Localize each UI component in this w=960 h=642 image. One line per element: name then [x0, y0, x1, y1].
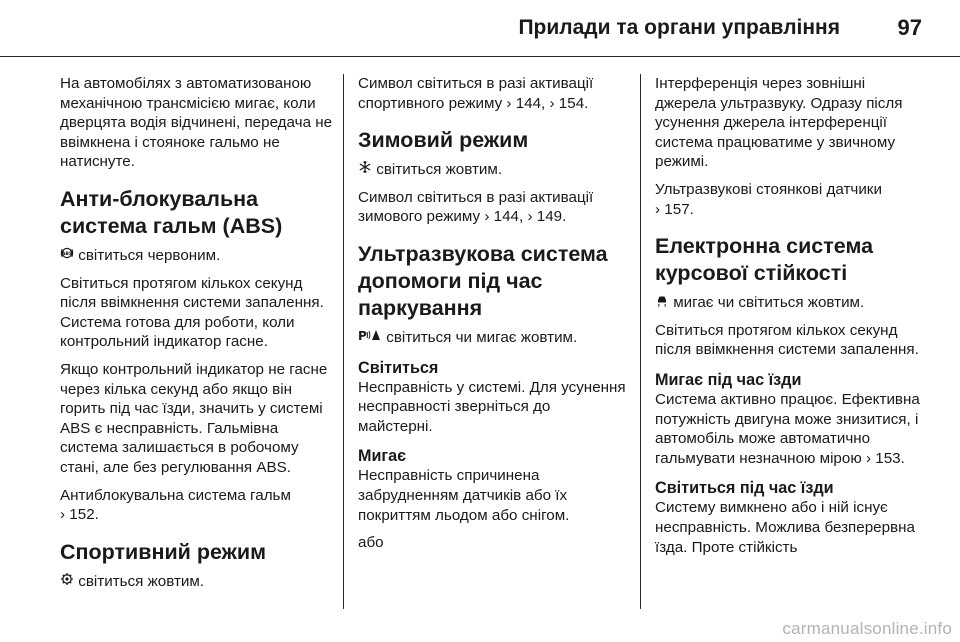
- page-title: Прилади та органи управління: [518, 16, 840, 39]
- intro-paragraph: На автомобілях з автоматизованою механічною трансмісією мигає, коли дверцята водія відчинені, передача не ввімкнена і стояноке гальмо не натиснуте.: [60, 75, 333, 171]
- interference-paragraph: Інтерференція через зовнішні джерела ультразвуку. Одразу після усунення джерела інтерференції система працюватиме у звичному режимі.: [655, 75, 903, 171]
- sport-mode-heading: Спортивний режим: [60, 539, 267, 564]
- header-divider: [0, 56, 960, 57]
- column-3: [655, 74, 930, 565]
- page-reference-arrow-icon: ›: [527, 208, 533, 226]
- winter-mode-paragraph: [358, 188, 628, 227]
- winter-mode-text: Символ світиться в разі активації зимового режиму: [358, 188, 594, 226]
- abs-warning-icon: [60, 246, 74, 266]
- parking-indicator-line: [358, 328, 628, 348]
- sensors-page-reference[interactable]: 157.: [664, 200, 694, 218]
- page-reference-arrow-icon: ›: [865, 449, 872, 467]
- watermark: carmanualsonline.info: [782, 619, 952, 638]
- page-reference-arrow-icon: ›: [506, 94, 512, 112]
- abs-indicator-text: світиться червоним.: [78, 246, 221, 264]
- driving-lit-paragraph: Систему вимкнено або і ній існує несправність. Можлива безперервна їзда. Проте стійкість: [655, 499, 915, 556]
- parking-indicator-text: світиться чи мигає жовтим.: [386, 328, 578, 346]
- sport-indicator-line: [60, 572, 335, 592]
- winter-page-reference-2[interactable]: 149.: [536, 208, 567, 226]
- abs-reference-text: Антиблокувальна система гальм: [60, 486, 291, 504]
- svg-text:ABS: ABS: [61, 251, 73, 257]
- abs-page-reference[interactable]: 152.: [69, 506, 99, 524]
- esc-indicator-text: мигає чи світиться жовтим.: [673, 294, 865, 312]
- snowflake-icon: [358, 160, 372, 180]
- abs-paragraph-1: Світиться протягом кількох секунд після ввімкнення системи запалення. Система готова для роботи, коли контрольний індикатор гасне.: [60, 274, 324, 351]
- driving-lit-subheading: Світиться під час їзди: [655, 479, 834, 498]
- page-reference-arrow-icon: ›: [549, 94, 555, 112]
- flashing-paragraph: Несправність спричинена забрудненням датчиків або їх покриттям льодом або снігом.: [358, 467, 570, 524]
- abs-paragraph-2: Якщо контрольний індикатор не гасне через кілька секунд або якщо він горить під час їзди, значить у системі ABS є несправність. Гальмівна система залишається в робочому стані, але без регулювання ABS.: [60, 360, 328, 476]
- driving-flash-subheading: Мигає під час їзди: [655, 370, 802, 389]
- parking-assist-heading: Ультразвукова система допомоги під час паркування: [358, 241, 608, 320]
- or-text: або: [358, 534, 384, 552]
- page-number: 97: [897, 15, 922, 40]
- page-reference-arrow-icon: ›: [655, 200, 661, 218]
- driving-flash-paragraph: [655, 390, 930, 468]
- driving-flash-text: Система активно працює. Ефективна потужність двигуна може знизитися, і автомобіль може автоматично гальмувати незначною мірою: [655, 390, 920, 467]
- abs-heading: Анти-блокувальна система гальм (ABS): [60, 186, 283, 238]
- sport-page-reference-1[interactable]: 144,: [515, 94, 546, 112]
- sensors-text: Ультразвукові стоянкові датчики: [655, 180, 882, 198]
- esc-indicator-line: [655, 293, 930, 313]
- column-2: [358, 74, 628, 561]
- abs-paragraph-3: [60, 486, 335, 525]
- winter-indicator-text: світиться жовтим.: [376, 161, 503, 179]
- parking-sensor-icon: [358, 328, 382, 348]
- sport-mode-paragraph: [358, 74, 628, 113]
- column-divider-1: [343, 74, 344, 609]
- page-reference-arrow-icon: ›: [60, 506, 66, 524]
- winter-page-reference-1[interactable]: 144,: [493, 208, 524, 226]
- abs-indicator-line: [60, 246, 335, 266]
- winter-indicator-line: [358, 160, 628, 180]
- sensors-paragraph: [655, 180, 930, 219]
- sport-mode-text: Символ світиться в разі активації спортивного режиму: [358, 75, 594, 112]
- column-1: [60, 74, 335, 599]
- page-reference-arrow-icon: ›: [484, 208, 490, 226]
- sport-page-reference-2[interactable]: 154.: [558, 94, 589, 112]
- sport-indicator-text: світиться жовтим.: [78, 572, 205, 590]
- flashing-subheading: Мигає: [358, 447, 407, 466]
- column-divider-2: [640, 74, 641, 609]
- lit-paragraph: Несправність у системі. Для усунення несправності зверніться до майстерні.: [358, 378, 626, 435]
- lit-subheading: Світиться: [358, 358, 439, 377]
- esc-paragraph: Світиться протягом кількох секунд після ввімкнення системи запалення.: [655, 321, 919, 359]
- driving-flash-page-reference[interactable]: 153.: [875, 449, 905, 467]
- esc-car-skid-icon: [655, 293, 669, 313]
- svg-text:P: P: [358, 328, 367, 342]
- sport-mode-icon: [60, 572, 74, 592]
- esc-heading: Електронна система курсової стійкості: [655, 234, 874, 286]
- winter-mode-heading: Зимовий режим: [358, 128, 529, 153]
